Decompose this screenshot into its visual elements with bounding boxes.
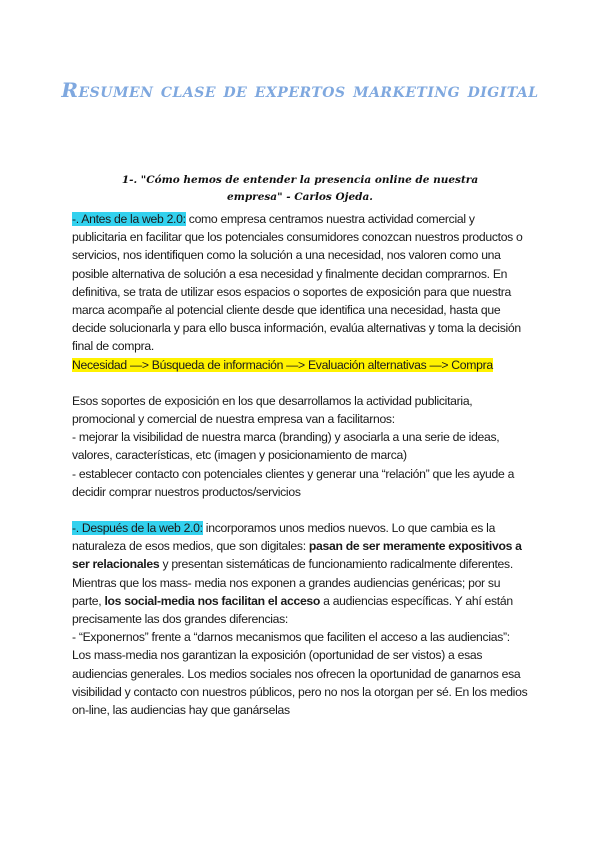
section-heading: 1-. "Cómo hemos de entender la presencia online de nuestra empresa" - Carlos Ojeda. (121, 174, 479, 203)
before-web2-text: como empresa centramos nuestra actividad comercial y publicitaria en facilitar que los potenciales consumidores conozcan nuestros productos o servicios, nos identifiquen como la solución a una necesidad, nos valoren como una posible alternativa de solución a esa necesidad y finalmente decidan comprarnos. En definitiva, se trata de utilizar esos espacios o soportes de exposición para que nuestra marca acompañe al potencial cliente desde que identifica una necesidad, hasta que decide solucionarla y para ello busca información, evalúa alternativas y toma la decisión final de compra. (72, 212, 523, 354)
expose-paragraph: - “Exponernos” frente a “darnos mecanismos que faciliten el acceso a las audiencias”: Los mass-media nos garantizan la exposición (oportunidad de ser vistos) a esas audiencias generales. Los medios sociales nos ofrecen la oportunidad de ganarnos esa visibilidad y contacto con nuestros públicos, pero no nos la otorgan per sé. En los medios on-line, las audiencias hay que ganárselas (72, 630, 528, 718)
before-web2-paragraph (72, 210, 530, 356)
spacer (72, 501, 530, 519)
document-title: Resumen clase de expertos marketing digital (61, 78, 539, 102)
after-web2-text-3: a audiencias específicas. Y ahí están precisamente las dos grandes diferencias: (72, 593, 513, 627)
after-web2-bold-2: los social-media nos facilitan el acceso (104, 593, 321, 608)
spacer (72, 374, 530, 392)
after-web2-text-1: incorporamos unos medios nuevos. Lo que cambia es la naturaleza de esos medios, que son digitales: (72, 521, 496, 554)
before-web2-label: -. Antes de la web 2.0: (72, 212, 186, 226)
document-body (72, 210, 530, 719)
supports-intro: Esos soportes de exposición en los que desarrollamos la actividad publicitaria, promocional y comercial de nuestra empresa van a facilitarnos: (72, 393, 473, 427)
after-web2-label: -. Después de la web 2.0: (72, 521, 203, 536)
after-web2-paragraph (72, 519, 530, 628)
process-line (72, 356, 530, 374)
process-highlight: Necesidad —> Búsqueda de información —> Evaluación alternativas —> Compra (72, 357, 493, 372)
bullet-branding: - mejorar la visibilidad de nuestra marca (branding) y asociarla a una serie de ideas, valores, características, etc (imagen y posicionamiento de marca) (72, 430, 500, 463)
after-web2-text-2: y presentan sistemáticas de funcionamiento radicalmente diferentes. Mientras que los mass- media nos exponen a grandes audiencias genéricas; por su parte, (72, 557, 513, 608)
after-web2-bold-1: pasan de ser meramente expositivos a ser relacionales (72, 539, 522, 572)
bullet-relationship: - establecer contacto con potenciales clientes y generar una “relación” que les ayude a decidir comprar nuestros productos/servicios (72, 466, 515, 499)
